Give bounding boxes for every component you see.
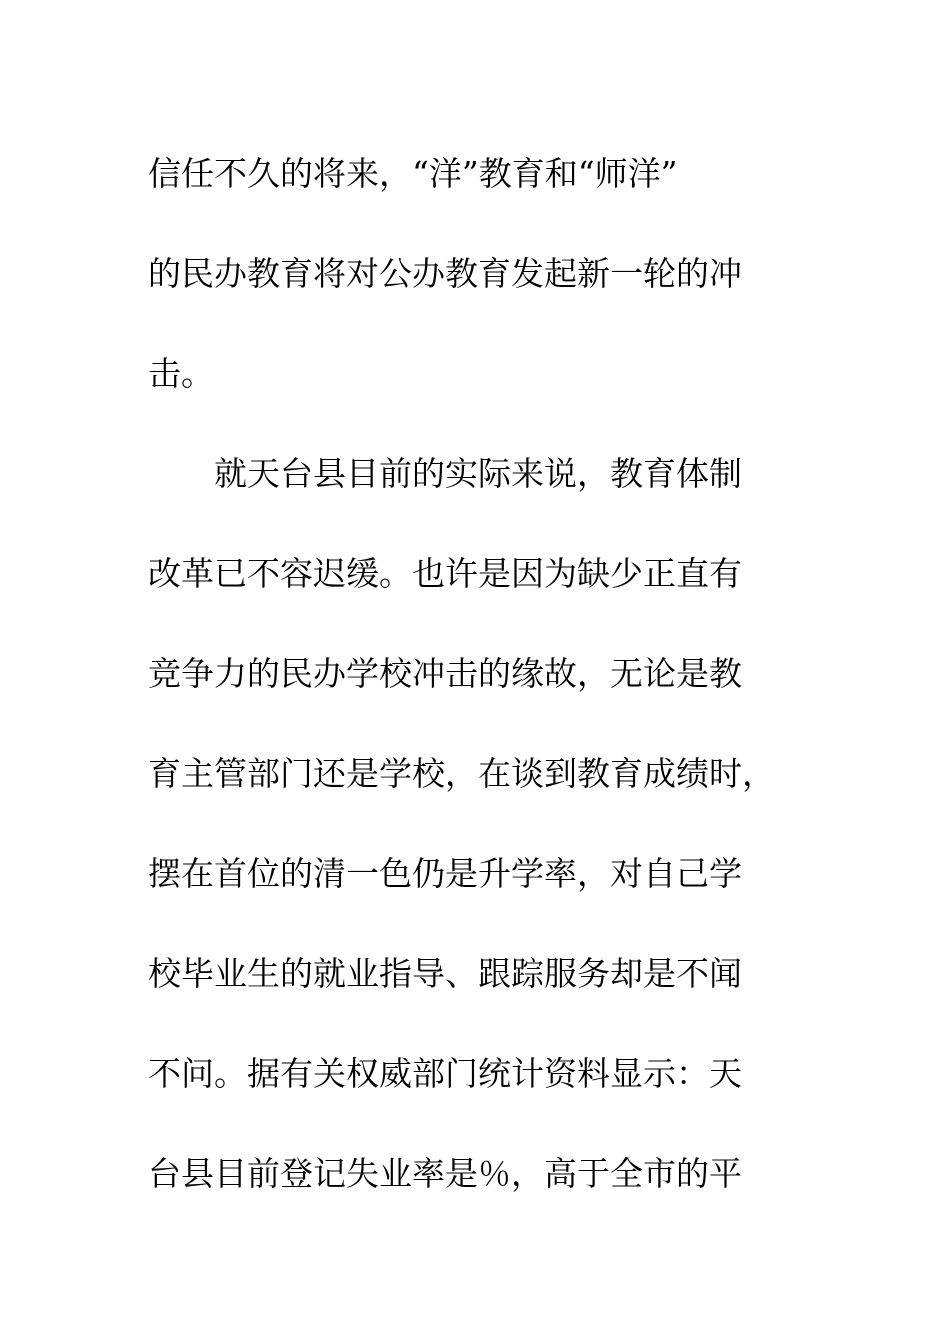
text-line: 信任不久的将来，“洋”教育和“师洋”: [148, 154, 678, 193]
text-line: 育主管部门还是学校，在谈到教育成绩时，: [148, 754, 775, 793]
text-line: 不问。据有关权威部门统计资料显示：天: [148, 1054, 742, 1093]
text-line: 校毕业生的就业指导、跟踪服务却是不闻: [148, 954, 742, 993]
text-line: 竞争力的民办学校冲击的缘故，无论是教: [148, 654, 742, 693]
text-line: 击。: [148, 354, 214, 393]
text-line: 摆在首位的清一色仍是升学率，对自己学: [148, 854, 742, 893]
text-line: 改革已不容迟缓。也许是因为缺少正直有: [148, 554, 742, 593]
body-text: [148, 124, 808, 1224]
text-line: 台县目前登记失业率是％，高于全市的平: [148, 1154, 742, 1193]
text-line: 的民办教育将对公办教育发起新一轮的冲: [148, 254, 742, 293]
paragraph-first-line: 就天台县目前的实际来说，教育体制: [214, 454, 742, 493]
